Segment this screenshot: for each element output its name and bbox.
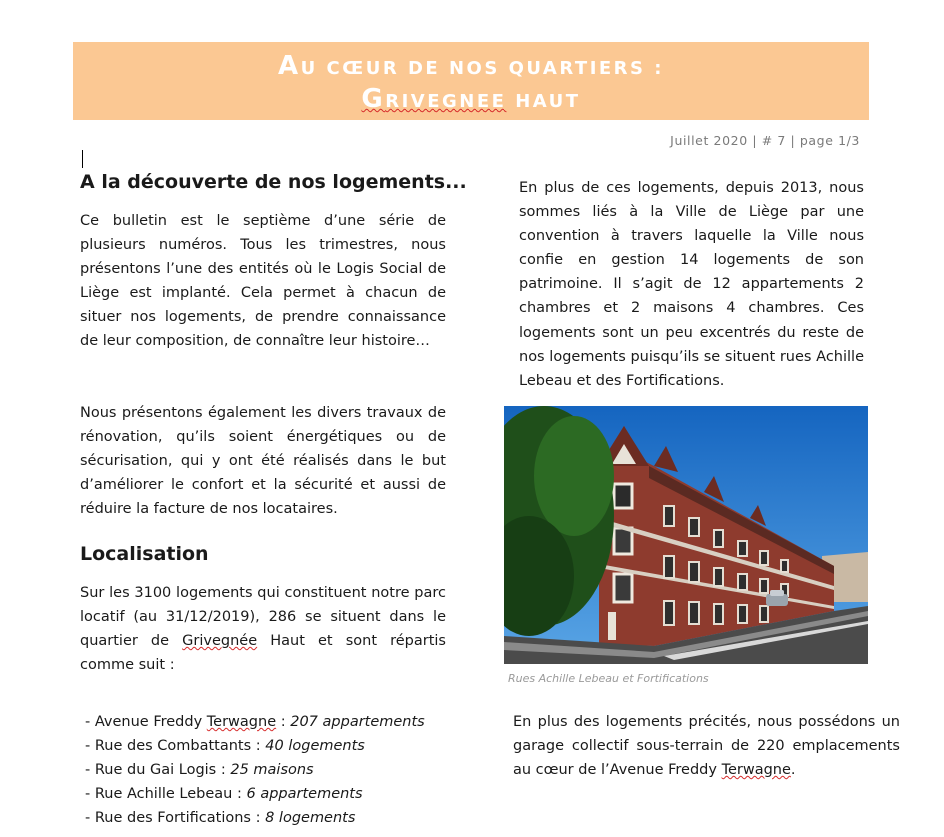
right-paragraph-2: En plus des logements précités, nous possédons un garage collectif sous-terrain de 220 emplacements au cœur de l’Avenue Freddy Terwagne.: [513, 714, 900, 779]
section-heading-location: Localisation: [80, 543, 209, 565]
list-item: - Rue des Combattants : 40 logements: [85, 738, 365, 755]
intro-paragraph-1: Ce bulletin est le septième d’une série de plusieurs numéros. Tous les trimestres, nous présentons l’une des entités où le Logis Social de Liège est implanté. Cela permet à chacun de situer nos logements, de prendre connaissance de leur composition, de connaître leur histoire…: [80, 213, 446, 350]
location-paragraph: Sur les 3100 logements qui constituent notre parc locatif (au 31/12/2019), 286 se situent dans le quartier de Grivegnée Haut et sont répartis comme suit :: [80, 585, 446, 674]
list-item: - Rue des Fortifications : 8 logements: [85, 810, 356, 827]
street-photo: [504, 406, 868, 664]
housing-list: [85, 710, 465, 830]
street-name: Terwagne: [721, 762, 791, 779]
list-item: - Rue Achille Lebeau : 6 appartements: [85, 786, 363, 803]
text-cursor: [82, 150, 83, 168]
place-name: Grivegnée: [182, 633, 258, 650]
title-banner: [73, 42, 869, 120]
street-photo-illustration: [504, 406, 868, 664]
title-line-2: GRIVEGNEE HAUT: [361, 84, 581, 114]
issue-info: Juillet 2020 | # 7 | page 1/3: [670, 133, 860, 148]
section-heading-discovery: A la découverte de nos logements...: [80, 171, 467, 193]
photo-caption: Rues Achille Lebeau et Fortifications: [508, 672, 709, 685]
list-item: - Rue du Gai Logis : 25 maisons: [85, 762, 314, 779]
title-line-1: AU CŒUR DE NOS QUARTIERS :: [278, 51, 664, 81]
intro-paragraph-2: Nous présentons également les divers travaux de rénovation, qu’ils soient énergétiques ou de sécurisation, qui y ont été réalisés dans le but d’améliorer le confort et la sécurité et aussi de réduire la facture de nos locataires.: [80, 405, 446, 518]
right-paragraph-1: En plus de ces logements, depuis 2013, nous sommes liés à la Ville de Liège par une convention à travers laquelle la Ville nous confie en gestion 14 logements de son patrimoine. Il s’agit de 12 appartements 2 chambres et 2 maisons 4 chambres. Ces logements sont un peu excentrés du reste de nos logements puisqu’ils se situent rues Achille Lebeau et des Fortifications.: [519, 180, 864, 389]
title-place-word: GRIVEGNEE: [361, 84, 507, 114]
list-item: - Avenue Freddy Terwagne : 207 appartements: [85, 714, 425, 730]
